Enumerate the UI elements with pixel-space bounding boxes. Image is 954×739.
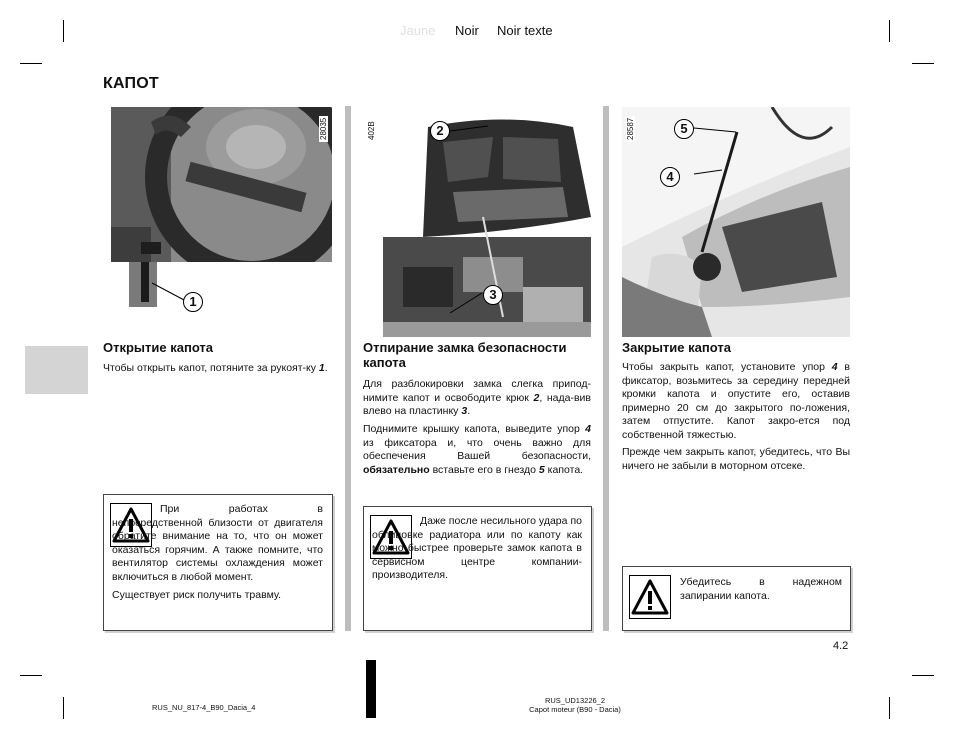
- callout-1: 1: [183, 292, 203, 312]
- figure-code: 28035: [319, 117, 328, 140]
- section-heading-open-hood: Открытие капота: [103, 340, 214, 355]
- callout-leader-line: [690, 122, 750, 182]
- crop-mark: [63, 697, 64, 719]
- callout-2: 2: [430, 121, 450, 141]
- warning-text-secure-lock: Убедитесь в надежном запирании капота.: [680, 576, 842, 602]
- warning-box-check-lock: [363, 506, 592, 631]
- warning-triangle-icon: [629, 575, 671, 619]
- warning-box-hot-engine: [103, 494, 333, 631]
- crop-mark: [20, 63, 42, 64]
- callout-4: 4: [660, 167, 680, 187]
- warning-text-check-lock: Даже после несильного удара по облицовке радиатора или по капоту как можно быстрее проверьте замок капота в сервисном центре компании-производителя.: [372, 515, 582, 581]
- warning-box-secure-lock: [622, 566, 851, 631]
- crop-mark: [63, 20, 64, 42]
- unlock-text-2: Поднимите крышку капота, выведите упор 4 из фиксатора и, что очень важно для обеспечения Вашей безопасности, обязательно вставьте его в гнездо 5 капота.: [363, 423, 591, 476]
- callout-5: 5: [674, 119, 694, 139]
- black-bar: [366, 660, 376, 718]
- page-number: 4.2: [833, 640, 849, 652]
- warning-paragraph: При работах в непосредственной близости от двигателя обратите внимание на то, что он может оказаться горячим. А также помните, что вентилятор системы охлаждения может включиться в любой момент.: [112, 503, 323, 583]
- crop-mark: [912, 63, 934, 64]
- close-hood-text-2: Прежде чем закрыть капот, убедитесь, что Вы ничего не забыли в моторном отсеке.: [622, 446, 850, 472]
- photo-steering-wheel: [111, 107, 332, 337]
- close-hood-text-1: Чтобы закрыть капот, установите упор 4 в фиксатор, возьмитесь за середину передней кромки капота и опустите его, оставив примерно 20 см до закрытого по-ложения, затем отпустите. Капот закро-ется под собственной тяжестью.: [622, 361, 850, 441]
- color-label-noir-texte: Noir texte: [497, 23, 553, 38]
- chapter-tab: [25, 346, 88, 394]
- open-hood-text: Чтобы открыть капот, потяните за рукоят-ку 1.: [103, 362, 328, 374]
- footer-right: [520, 696, 630, 714]
- figure-code: 402B: [367, 121, 376, 140]
- crop-mark: [20, 675, 42, 676]
- footer-left: RUS_NU_817-4_B90_Dacia_4: [152, 703, 256, 712]
- footer-right-line2: Capot moteur (B90 - Dacia): [529, 705, 621, 714]
- page-title: КАПОТ: [103, 75, 159, 92]
- unlock-text-1: Для разблокировки замка слегка припод-нимите капот и освободите крюк 2, нада-вив влево на пластинку 3.: [363, 378, 591, 417]
- crop-mark: [889, 20, 890, 42]
- section-heading-close-hood: Закрытие капота: [622, 340, 731, 355]
- warning-text-hot-engine: [112, 503, 323, 603]
- callout-3: 3: [483, 285, 503, 305]
- color-label-noir: Noir: [455, 23, 479, 38]
- column-separator: [603, 106, 609, 631]
- crop-mark: [889, 697, 890, 719]
- footer-right-line1: RUS_UD13226_2: [544, 696, 606, 705]
- warning-paragraph: Существует риск получить травму.: [112, 589, 282, 601]
- section-heading-unlock: Отпирание замка безопасности капота: [363, 340, 567, 370]
- crop-mark: [912, 675, 934, 676]
- figure-code: 28587: [626, 117, 635, 140]
- column-separator: [345, 106, 351, 631]
- color-label-jaune: Jaune: [400, 23, 436, 38]
